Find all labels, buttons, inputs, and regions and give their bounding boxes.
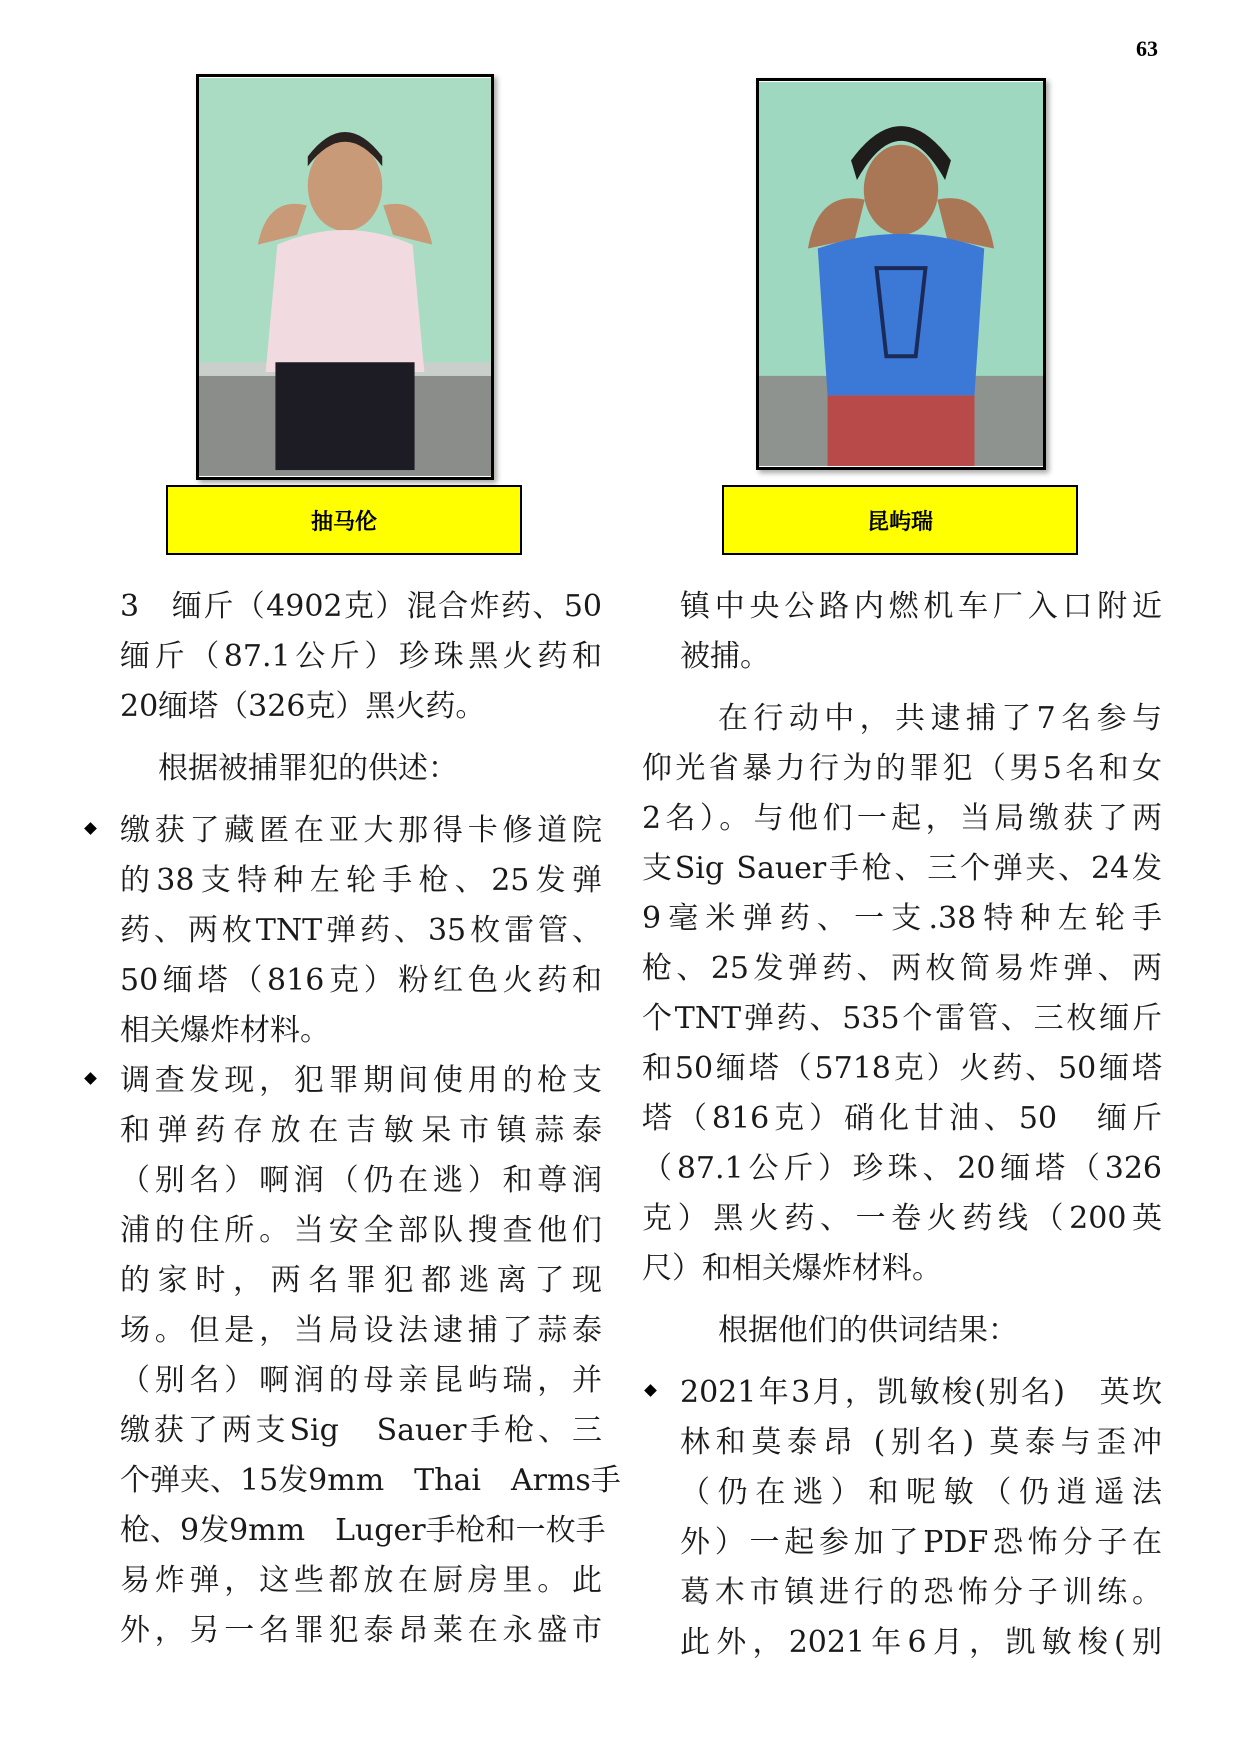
text-line: 在行动中，共逮捕了7名参与 [718, 701, 1162, 736]
text-line: 仰光省暴力行为的罪犯（男5名和女 [642, 751, 1162, 786]
text-line: （别名）啊润（仍在逃）和尊润 [120, 1163, 602, 1198]
diamond-bullet-icon [84, 822, 97, 835]
text-line: （仍在逃）和呢敏（仍逍遥法 [680, 1475, 1162, 1510]
right-text-column [642, 582, 1162, 1668]
paragraph [120, 582, 602, 732]
bullet-item [680, 1368, 1162, 1668]
suspect-photo-2 [756, 78, 1046, 470]
bullet-item [120, 1056, 621, 1656]
bullet-item [120, 806, 602, 1056]
text-line: 枪、25发弹药、两枚简易炸弹、两 [642, 951, 1162, 986]
text-line: 场。但是，当局设法逮捕了蒜泰 [120, 1313, 602, 1348]
text-line: 个TNT弹药、535个雷管、三枚缅斤 [642, 1001, 1162, 1036]
text-line: 9毫米弹药、一支.38特种左轮手 [642, 901, 1162, 936]
photo-caption-2: 昆屿瑞 [722, 485, 1078, 555]
text-line: 和50缅塔（5718克）火药、50缅塔 [642, 1051, 1162, 1086]
text-line: 支Sig Sauer手枪、三个弹夹、24发 [642, 851, 1162, 886]
text-line: 外，另一名罪犯泰昂莱在永盛市 [120, 1613, 602, 1648]
text-line: 2021年3月，凯敏梭(别名) 英坎 [680, 1375, 1162, 1410]
text-line: 塔（816克）硝化甘油、50 缅斤 [642, 1101, 1162, 1136]
text-line: 相关爆炸材料。 [120, 1013, 330, 1048]
diamond-bullet-icon [644, 1384, 657, 1397]
text-line: 的38支特种左轮手枪、25发弹 [120, 863, 602, 898]
paragraph [120, 744, 602, 794]
text-line: 药、两枚TNT弹药、35枚雷管、 [120, 913, 602, 948]
text-line: 和弹药存放在吉敏呆市镇蒜泰 [120, 1113, 602, 1148]
diamond-bullet-icon [84, 1072, 97, 1085]
paragraph [680, 1306, 1162, 1356]
person-photo-icon [759, 81, 1043, 467]
text-line: 20缅塔（326克）黑火药。 [120, 689, 486, 724]
paragraph [642, 694, 1162, 1294]
text-line: 葛木市镇进行的恐怖分子训练。 [680, 1575, 1162, 1610]
text-line: 根据被捕罪犯的供述： [158, 751, 458, 786]
text-line: 50缅塔（816克）粉红色火药和 [120, 963, 602, 998]
text-line: 易炸弹，这些都放在厨房里。此 [120, 1563, 602, 1598]
text-line: 克）黑火药、一卷火药线（200英 [642, 1201, 1162, 1236]
text-line: 外）一起参加了PDF恐怖分子在 [680, 1525, 1162, 1560]
page-number: 63 [1136, 36, 1158, 61]
suspect-photo-1 [196, 74, 494, 480]
text-line: 根据他们的供词结果： [718, 1313, 1018, 1348]
text-line: 的家时，两名罪犯都逃离了现 [120, 1263, 602, 1298]
text-line: 缴获了两支Sig Sauer手枪、三 [120, 1413, 602, 1448]
text-line: 个弹夹、15发9mm Thai Arms手 [120, 1463, 621, 1498]
text-line: 林和莫泰昂 (别名) 莫泰与歪冲 [680, 1425, 1162, 1460]
left-text-column [120, 582, 621, 1656]
text-line: 枪、9发9mm Luger手枪和一枚手 [120, 1513, 606, 1548]
text-line: 3 缅斤（4902克）混合炸药、50 [120, 589, 602, 624]
text-line: 尺）和相关爆炸材料。 [642, 1251, 942, 1286]
text-line: 被捕。 [680, 639, 770, 674]
text-line: （87.1公斤）珍珠、20缅塔（326 [642, 1151, 1162, 1186]
text-line: 缅斤（87.1公斤）珍珠黑火药和 [120, 639, 602, 674]
text-line: 浦的住所。当安全部队搜查他们 [120, 1213, 602, 1248]
text-line: 镇中央公路内燃机车厂入口附近 [680, 589, 1162, 624]
text-line: 调查发现，犯罪期间使用的枪支 [120, 1063, 602, 1098]
text-line: （别名）啊润的母亲昆屿瑞，并 [120, 1363, 602, 1398]
text-line: 2名）。与他们一起，当局缴获了两 [642, 801, 1162, 836]
person-photo-icon [199, 77, 491, 477]
paragraph [680, 582, 1162, 682]
photo-caption-1: 抽马伦 [166, 485, 522, 555]
text-line: 缴获了藏匿在亚大那得卡修道院 [120, 813, 602, 848]
text-line: 此外，2021年6月，凯敏梭(别 [680, 1625, 1162, 1660]
